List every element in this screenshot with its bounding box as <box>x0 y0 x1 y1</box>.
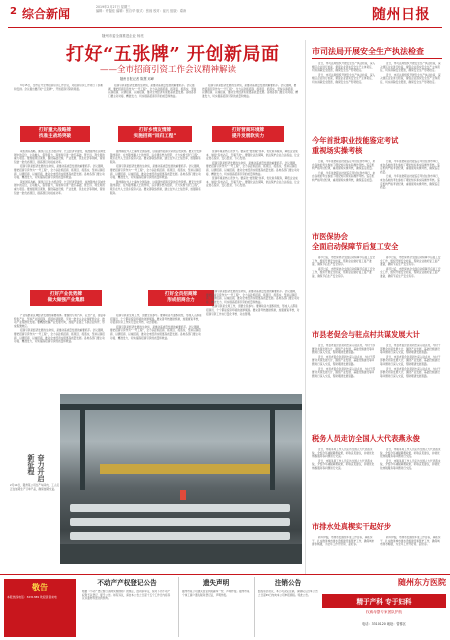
footer-ad-band <box>0 574 450 640</box>
right-title-4: 市县老促会与驻点村共谋发展大计 <box>312 330 420 339</box>
section-text-1: 紧扣国家战略，围绕汉江生态经济带、长江经济带建设，找准随州在区域发展中的定位，主动融入，借势借力，谋划和引进一批打基础、管长远、利全局的重大项目。要加强项目谋划，围绕基础设施、产业发展、民生社会等领域，谋划包装一批优质项目，提高项目对接成功率。 招商引资是经济发展的生命线，是推动高质量发展的重要抓手。会议强调，要把招商引资作为“一号工程”，全力以赴抓招商、抓项目、抓落实，坚持以商招商、以情招商、以诚招商，推动全市经济实现更高质量发展。各地各部门要主动对接、精准发力，切实提高招商引资的质量和效益。 紧扣国家战略，围绕汉江生态经济带、长江经济带建设，找准随州在区域发展中的定位，主动融入，借势借力，谋划和引进一批打基础、管长远、利全局的重大项目。要加强项目谋划，围绕基础设施、产业发展、民生社会等领域，谋划包装一批优质项目，提高项目对接成功率。 <box>14 150 106 195</box>
hospital-name: 随州东方医院 <box>398 577 446 587</box>
section-name: 综合新闻 <box>22 7 71 21</box>
section-tag-4: 打好营商环境牌 提升发展软实力 <box>212 126 284 142</box>
right-title-3: 市医保协会 全面启动保障节后复工安全 <box>312 232 399 251</box>
section-tag-5: 打好全员招商牌 形成招商合力 <box>148 290 214 306</box>
right-text-4b: 近日，市县老促会负责同志深入驻点村，与村干部群众共谋发展大计，围绕产业发展、基础设施建设等问题进行深入交流，帮助理清发展思路。 近日，市县老促会负责同志深入驻点村，与村干部群众共谋发展大计，围绕产业发展、基础设施建设等问题进行深入交流，帮助理清发展思路。 近日，市县老促会负责同志深入驻点村，与村干部群众共谋发展大计，围绕产业发展、基础设施建设等问题进行深入交流，帮助理清发展思路。 <box>380 344 441 378</box>
notice-lost-text: 随州市某公司遗失营业执照副本一份，声明作废。随州市某个体工商户遗失税务登记证，声明作废。 <box>182 590 250 597</box>
section-tag-3: 打好产业优势牌 做大做强产业集群 <box>30 290 102 306</box>
right-text-5a: 近日，市税务局工作人员走访全国人大代表燕永俊，介绍今年减税降费政策，听取意见建议，并就优化纳税服务等问题进行交流。 近日，市税务局工作人员走访全国人大代表燕永俊，介绍今年减税降费政策，听取意见建议，并就优化纳税服务等问题进行交流。 <box>312 448 375 470</box>
right-title-2: 今年首批职业技能鉴定考试 重视场实操考核 <box>312 136 399 155</box>
notice-cancel-text: 经股东会决议，本公司决定注销，请债权人自本公告之日起45日内向本公司申报债权。特此公告。 <box>258 590 318 597</box>
notice-ad-left <box>4 579 76 637</box>
right-title-5: 税务人员走访全国人大代表燕永俊 <box>312 434 420 443</box>
newspaper-logo: 随州日报 <box>372 7 430 23</box>
notice-lost-title: 遗失声明 <box>202 579 230 587</box>
lead-intro: 3月15日，全市召开全市招商引资工作会议，对招商引资工作进行了部署和安排。会议提出要打好“五张牌”，开创招商引资新局面。 <box>14 84 103 91</box>
section-text-5a: 招商引资是全局工作，需要全民参与。要调动各方面积极性，形成人人都是招商员、个个都是投资环境的浓厚氛围。要完善考核激励机制，加强督查考核，对招商引资工作实行量化考核、动态管理。 招商引资是经济发展的生命线，是推动高质量发展的重要抓手。会议强调，要把招商引资作为“一号工程”，全力以赴抓招商、抓项目、抓落实，坚持以商招商、以情招商、以诚招商，推动全市经济实现更高质量发展。各地各部门要主动对接、精准发力，切实提高招商引资的质量和效益。 <box>110 314 202 340</box>
right-text-2a: 日前，今年首批职业技能鉴定考试在我市举行，来自各地的考生参加了理论知识和实际操作考核。鉴定机构严格考试纪律，重视现场实操考核，确保鉴定质量。 日前，今年首批职业技能鉴定考试在我市举行，来自各地的考生参加了理论知识和实际操作考核。鉴定机构严格考试纪律，重视现场实操考核，确保鉴定质量。 <box>312 160 376 182</box>
right-text-5b: 近日，市税务局工作人员走访全国人大代表燕永俊，介绍今年减税降费政策，听取意见建议，并就优化纳税服务等问题进行交流。 近日，市税务局工作人员走访全国人大代表燕永俊，介绍今年减税降费政策，听取意见建议，并就优化纳税服务等问题进行交流。 <box>380 448 441 470</box>
hospital-slogan-main: 精于产科 专于妇科 <box>322 594 446 608</box>
right-text-3a: 春节过后，市医保协会全面启动保障节后复工安全工作，组织开展安全检查，帮助企业做好复工复产准备，确保节后生产安全有序。 春节过后，市医保协会全面启动保障节后复工安全工作，组织开展安全检查，帮助企业做好复工复产准备，确保节后生产安全有序。 <box>312 256 376 278</box>
section-tag-1: 打好重大战略牌 找准主战场突破 <box>20 126 90 142</box>
section-text-3: 产业集群是区域经济发展的重要载体。要围绕专用汽车、应急产业、香菇等特色产业，坚持产业链招商，延链补链强链，引进一批龙头企业和配套企业，推动产业集群化发展。要精准把握产业发展方向，加强产业链上下游企业协作，形成集聚效应。 招商引资是经济发展的生命线，是推动高质量发展的重要抓手。会议强调，要把招商引资作为“一号工程”，全力以赴抓招商、抓项目、抓落实，坚持以商招商、以情招商、以诚招商，推动全市经济实现更高质量发展。各地各部门要主动对接、精准发力，切实提高招商引资的质量和效益。 <box>14 314 106 344</box>
section-text-4: 营商环境是核心竞争力。要深化“放管服”改革，优化政务服务，降低企业成本，做到“有求必应、无事不扰”。要强化法治保障，依法保护企业合法权益，让企业放心投资、安心经营、专心发展。 招商引资是经济发展的生命线，是推动高质量发展的重要抓手。会议强调，要把招商引资作为“一号工程”，全力以赴抓招商、抓项目、抓落实，坚持以商招商、以情招商、以诚招商，推动全市经济实现更高质量发展。各地各部门要主动对接、精准发力，切实提高招商引资的质量和效益。 营商环境是核心竞争力。要深化“放管服”改革，优化政务服务，降低企业成本，做到“有求必应、无事不扰”。要强化法治保障，依法保护企业合法权益，让企业放心投资、安心经营、专心发展。 <box>206 150 300 188</box>
section-text-5b: 招商引资是经济发展的生命线，是推动高质量发展的重要抓手。会议强调，要把招商引资作为“一号工程”，全力以赴抓招商、抓项目、抓落实，坚持以商招商、以情招商、以诚招商，推动全市经济实现更高质量发展。各地各部门要主动对接、精准发力，切实提高招商引资的质量和效益。 招商引资是全局工作，需要全民参与。要调动各方面积极性，形成人人都是招商员、个个都是投资环境的浓厚氛围。要完善考核激励机制，加强督查考核，对招商引资工作实行量化考核、动态管理。 <box>206 290 300 316</box>
right-text-2b: 日前，今年首批职业技能鉴定考试在我市举行，来自各地的考生参加了理论知识和实际操作考核。鉴定机构严格考试纪律，重视现场实操考核，确保鉴定质量。 日前，今年首批职业技能鉴定考试在我市举行，来自各地的考生参加了理论知识和实际操作考核。鉴定机构严格考试纪律，重视现场实操考核，确保鉴定质量。 <box>380 160 441 190</box>
right-text-3b: 春节过后，市医保协会全面启动保障节后复工安全工作，组织开展安全检查，帮助企业做好复工复产准备，确保节后生产安全有序。 春节过后，市医保协会全面启动保障节后复工安全工作，组织开展安全检查，帮助企业做好复工复产准备，确保节后生产安全有序。 <box>380 256 441 278</box>
right-text-4a: 近日，市县老促会负责同志深入驻点村，与村干部群众共谋发展大计，围绕产业发展、基础设施建设等问题进行深入交流，帮助理清发展思路。 近日，市县老促会负责同志深入驻点村，与村干部群众共谋发展大计，围绕产业发展、基础设施建设等问题进行深入交流，帮助理清发展思路。 近日，市县老促会负责同志深入驻点村，与村干部群众共谋发展大计，围绕产业发展、基础设施建设等问题进行深入交流，帮助理清发展思路。 <box>312 344 376 378</box>
right-text-1b: 近日，市司法局组织开展安全生产执法检查，深入辖区企业进行检查，督促企业落实安全生产主体责任，切实消除安全隐患，确保安全生产形势稳定。 近日，市司法局组织开展安全生产执法检查，深入辖区企业进行检查，督促企业落实安全生产主体责任，切实消除安全隐患，确保安全生产形势稳定。 <box>380 62 441 84</box>
header-rule <box>8 27 442 28</box>
lead-headline: 打好“五张牌” 开创新局面 <box>66 44 280 65</box>
section-number: 2 <box>10 6 17 17</box>
right-text-6b: 新年伊始，市排水处围绕年度工作目标，真抓实干，扎实推进城市排水设施建设和管护工作，确保城市排水畅通，为全年工作开好局、起好步。 <box>380 536 441 547</box>
ad-left-text: 本报热线电话：3231389 欢迎读者来电 <box>7 595 57 599</box>
hospital-phone: 电话：3310120 地址：曾都区 <box>362 622 406 626</box>
right-text-1a: 近日，市司法局组织开展安全生产执法检查，深入辖区企业进行检查，督促企业落实安全生产主体责任，切实消除安全隐患，确保安全生产形势稳定。 近日，市司法局组织开展安全生产执法检查，深入辖区企业进行检查，督促企业落实安全生产主体责任，切实消除安全隐患，确保安全生产形势稳定。 <box>312 62 376 84</box>
notice-lost <box>178 577 250 637</box>
right-title-1: 市司法局开展安全生产执法检查 <box>312 46 424 56</box>
lead-body-1: 招商引资是经济发展的生命线，是推动高质量发展的重要抓手。会议强调，要把招商引资作为“一号工程”，全力以赴抓招商、抓项目、抓落实，坚持以商招商、以情招商、以诚招商，推动全市经济实现更高质量发展。各地各部门要主动对接、精准发力，切实提高招商引资的质量和效益。 <box>108 84 197 98</box>
lead-subheadline: ——全市招商引资工作会议精神解读 <box>100 65 237 75</box>
notice-property-text: 根据《不动产登记暂行条例实施细则》的规定，经初步审定，拟对下列不动产权利予以登记，现予公告。如有异议，请自本公告之日起十五个工作日内将异议书面材料送达我机构。 <box>82 590 171 601</box>
right-text-6a: 新年伊始，市排水处围绕年度工作目标，真抓实干，扎实推进城市排水设施建设和管护工作，确保城市排水畅通，为全年工作开好局、起好步。 <box>312 536 375 547</box>
lead-byline: 随州日报记者 陈慧 邓峰 <box>120 77 154 81</box>
ad-left-title: 敬告 <box>32 583 48 592</box>
page-header <box>0 0 450 38</box>
factory-photo <box>60 394 302 564</box>
date-line: 2019年2月27日 星期三 编辑：许磊佳 编辑：张自华 版式：张琼 校对：崔氏 组版：虞涛 <box>96 5 187 13</box>
notice-property-title: 不动产产权登记公告 <box>97 579 157 587</box>
lead-body-2: 招商引资是经济发展的生命线，是推动高质量发展的重要抓手。会议强调，要把招商引资作为“一号工程”，全力以赴抓招商、抓项目、抓落实，坚持以商招商、以情招商、以诚招商，推动全市经济实现更高质量发展。各地各部门要主动对接、精准发力，切实提高招商引资的质量和效益。 <box>202 84 298 98</box>
hospital-ad <box>322 577 446 637</box>
notice-cancel <box>254 577 318 637</box>
photo-caption: 2月14日，随州某公司生产车间内，工人们正在加紧生产订单产品，确保按期交货。 <box>10 484 60 491</box>
section-tag-2: 打好乡情友情牌 实施招商“回归工程” <box>118 126 192 142</box>
right-title-6: 市排水处真楔实干起好步 <box>312 522 392 531</box>
right-rule-1 <box>312 58 442 59</box>
section-text-2: 随州籍在外人士遍布全国各地，这是随州招商引资的宝贵资源。要充分发挥随州商会、在外随州籍人士的作用，以乡情乡愁为纽带，大力实施“回归工程”，吸引在外人士回乡投资兴业。要完善联络机制，建立在外人士信息库，加强联系服务。 招商引资是经济发展的生命线，是推动高质量发展的重要抓手。会议强调，要把招商引资作为“一号工程”，全力以赴抓招商、抓项目、抓落实，坚持以商招商、以情招商、以诚招商，推动全市经济实现更高质量发展。各地各部门要主动对接、精准发力，切实提高招商引资的质量和效益。 随州籍在外人士遍布全国各地，这是随州招商引资的宝贵资源。要充分发挥随州商会、在外随州籍人士的作用，以乡情乡愁为纽带，大力实施“回归工程”，吸引在外人士回乡投资兴业。要完善联络机制，建立在外人士信息库，加强联系服务。 <box>110 150 202 195</box>
notice-cancel-title: 注销公告 <box>274 579 302 587</box>
lead-kicker: 随州市委全面推进企业 杨亮 <box>102 34 144 38</box>
notice-property <box>82 577 172 637</box>
hospital-slogan-sub: 权威母婴专家团队护航 <box>366 610 402 614</box>
photo-label: 奋力开启 新征程 <box>27 454 46 482</box>
column-divider <box>305 40 306 600</box>
